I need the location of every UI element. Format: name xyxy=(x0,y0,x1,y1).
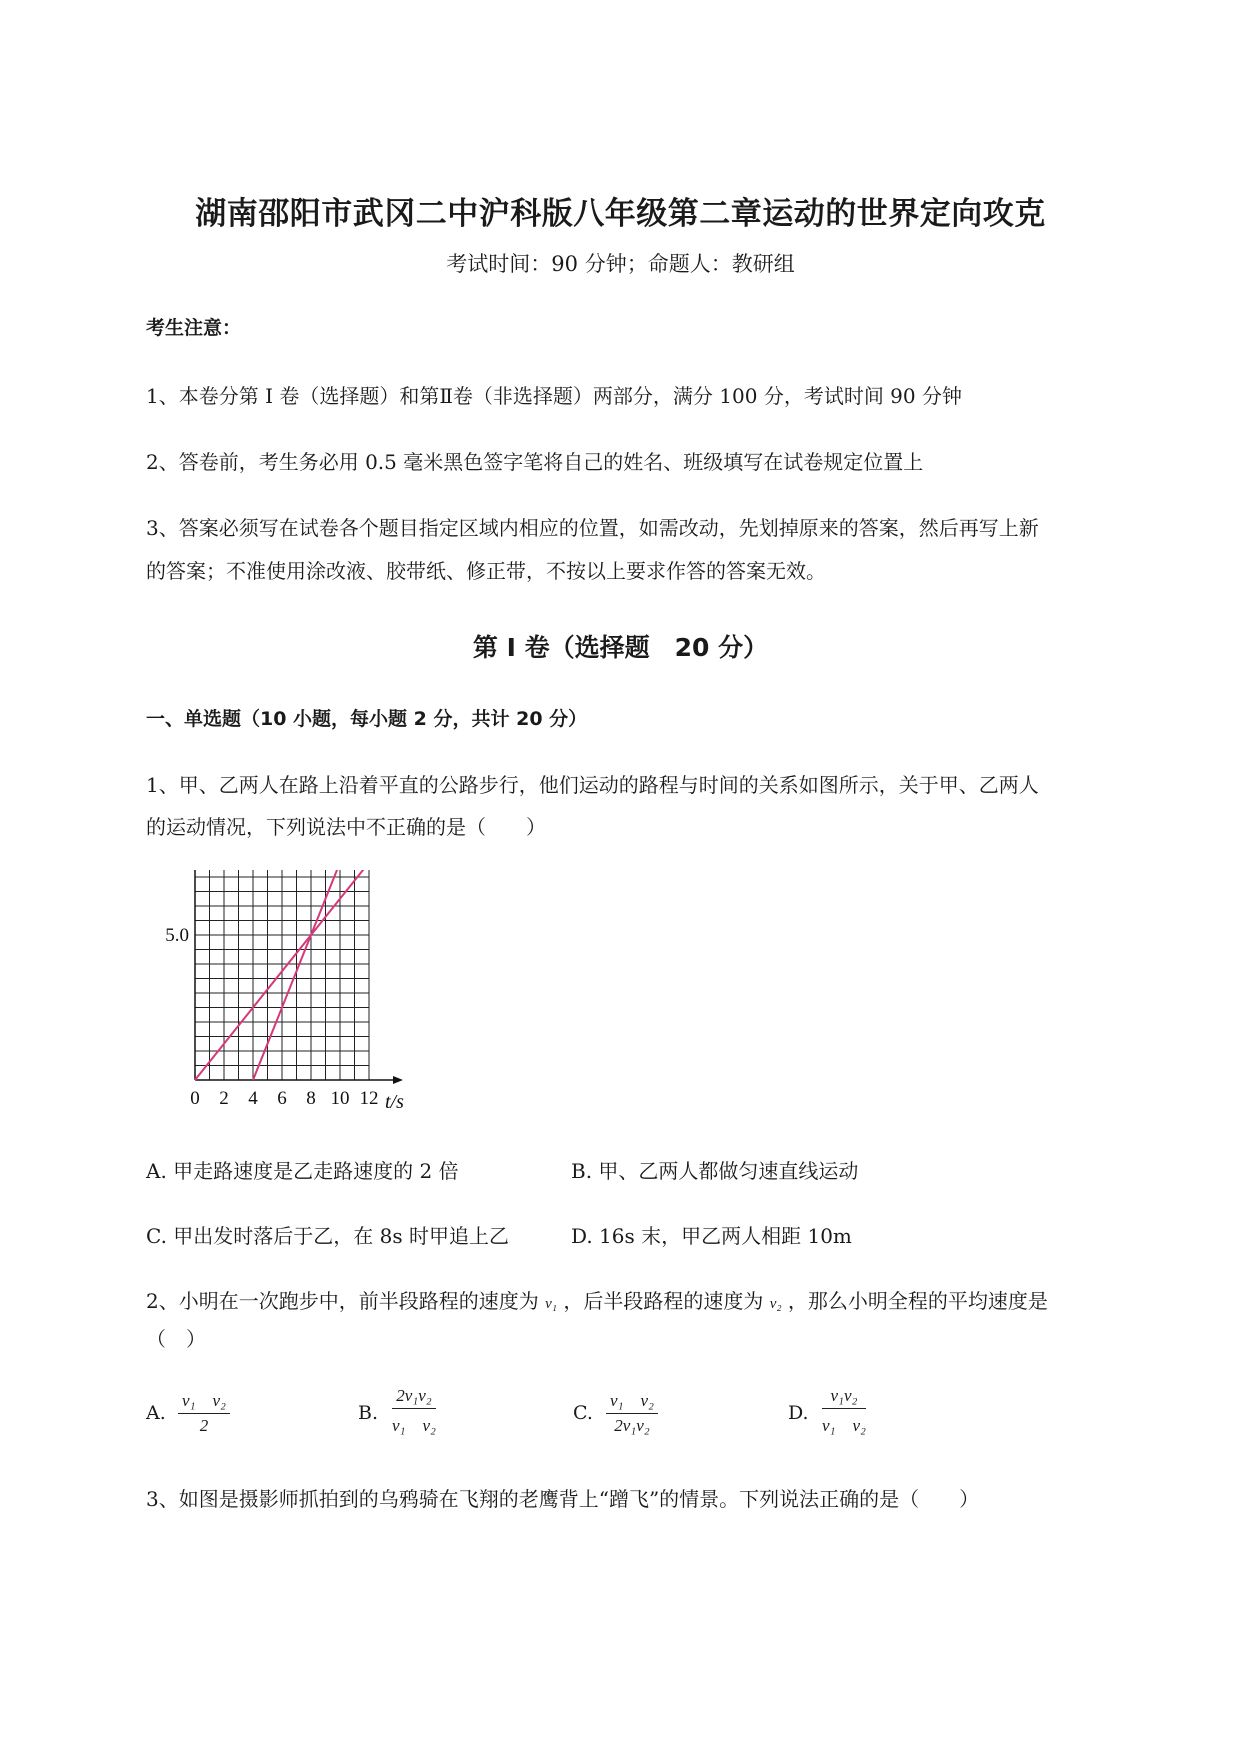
x-tick-label: 2 xyxy=(219,1088,229,1109)
q2-option-c-denominator: 2v₁v₂ xyxy=(614,1416,650,1435)
x-axis-arrow xyxy=(393,1076,403,1084)
q1-option-d[interactable]: D. 16s 末，甲乙两人相距 10m xyxy=(571,1224,852,1248)
q1-option-c[interactable]: C. 甲出发时落后于乙，在 8s 时甲追上乙 xyxy=(146,1224,510,1248)
part-heading: 一、单选题（10 小题，每小题 2 分，共计 20 分） xyxy=(146,708,588,730)
q2-option-c-letter[interactable]: C. xyxy=(573,1402,593,1424)
q2-option-a-denominator: 2 xyxy=(199,1416,209,1435)
x-axis-label: t/s xyxy=(385,1091,404,1110)
notice-item-2: 2、答卷前，考生务必用 0.5 毫米黑色签字笔将自己的姓名、班级填写在试卷规定位置上 xyxy=(146,450,924,474)
section-title: 第 I 卷（选择题 20 分） xyxy=(472,633,769,662)
q2-v2: v₂ xyxy=(769,1296,782,1312)
exam-info: 考试时间：90 分钟；命题人：教研组 xyxy=(446,252,795,276)
q2-option-b-letter[interactable]: B. xyxy=(358,1402,379,1424)
page-title: 湖南邵阳市武冈二中沪科版八年级第二章运动的世界定向攻克 xyxy=(195,196,1046,232)
q2-stem-part-b: ，后半段路程的速度为 xyxy=(563,1289,764,1313)
q1-option-b[interactable]: B. 甲、乙两人都做匀速直线运动 xyxy=(571,1159,859,1183)
x-tick-label: 8 xyxy=(306,1088,316,1109)
q2-stem-part-c: ，那么小明全程的平均速度是 xyxy=(787,1289,1048,1313)
q1-option-a[interactable]: A. 甲走路速度是乙走路速度的 2 倍 xyxy=(146,1159,459,1183)
q2-option-b-denominator: v₁ v₂ xyxy=(392,1416,436,1435)
x-tick-label: 6 xyxy=(277,1088,287,1109)
q2-option-d-fraction[interactable] xyxy=(822,1386,866,1436)
q2-option-d-letter[interactable]: D. xyxy=(788,1402,809,1424)
q2-v1: v₁ xyxy=(545,1296,557,1312)
q2-option-d-denominator: v₁ v₂ xyxy=(822,1416,866,1435)
q2-option-a-letter[interactable]: A. xyxy=(146,1402,166,1424)
q2-option-b-fraction[interactable] xyxy=(392,1386,436,1436)
q2-option-c-fraction[interactable] xyxy=(606,1386,658,1436)
q2-stem-line2: （ ） xyxy=(146,1327,206,1351)
q1-stem-line2: 的运动情况，下列说法中不正确的是（ ） xyxy=(146,815,546,839)
notice-item-3-cont: 的答案；不准使用涂改液、胶带纸、修正带，不按以上要求作答的答案无效。 xyxy=(146,559,826,583)
notice-item-1: 1、本卷分第 I 卷（选择题）和第Ⅱ卷（非选择题）两部分，满分 100 分，考试时间 90 分钟 xyxy=(146,384,962,408)
notice-item-3: 3、答案必须写在试卷各个题目指定区域内相应的位置，如需改动，先划掉原来的答案，然后再写上新 xyxy=(146,516,1039,540)
q1-stem-line1: 1、甲、乙两人在路上沿着平直的公路步行，他们运动的路程与时间的关系如图所示，关于甲、乙两人 xyxy=(146,773,1039,797)
q2-option-a-numerator: v₁ v₂ xyxy=(178,1386,230,1414)
x-tick-label: 10 xyxy=(330,1088,350,1109)
notice-heading: 考生注意： xyxy=(146,317,242,339)
q2-option-c-numerator: v₁ v₂ xyxy=(606,1386,658,1414)
x-tick-label: 4 xyxy=(248,1088,258,1109)
q2-option-d-numerator: v₁v₂ xyxy=(822,1386,866,1409)
q2-option-a-fraction[interactable] xyxy=(178,1386,230,1436)
q2-stem-part-a: 2、小明在一次跑步中，前半段路程的速度为 xyxy=(146,1289,539,1313)
x-tick-label: 0 xyxy=(190,1088,200,1109)
distance-time-chart xyxy=(140,870,460,1110)
x-tick-label: 12 xyxy=(359,1088,379,1109)
q2-stem-line1 xyxy=(146,1285,1048,1314)
q3-stem-line1: 3、如图是摄影师抓拍到的乌鸦骑在飞翔的老鹰背上“蹭飞”的情景。下列说法正确的是（ ） xyxy=(146,1487,980,1511)
q2-option-b-numerator: 2v₁v₂ xyxy=(392,1386,436,1409)
y-tick-label: 5.0 xyxy=(165,925,189,946)
